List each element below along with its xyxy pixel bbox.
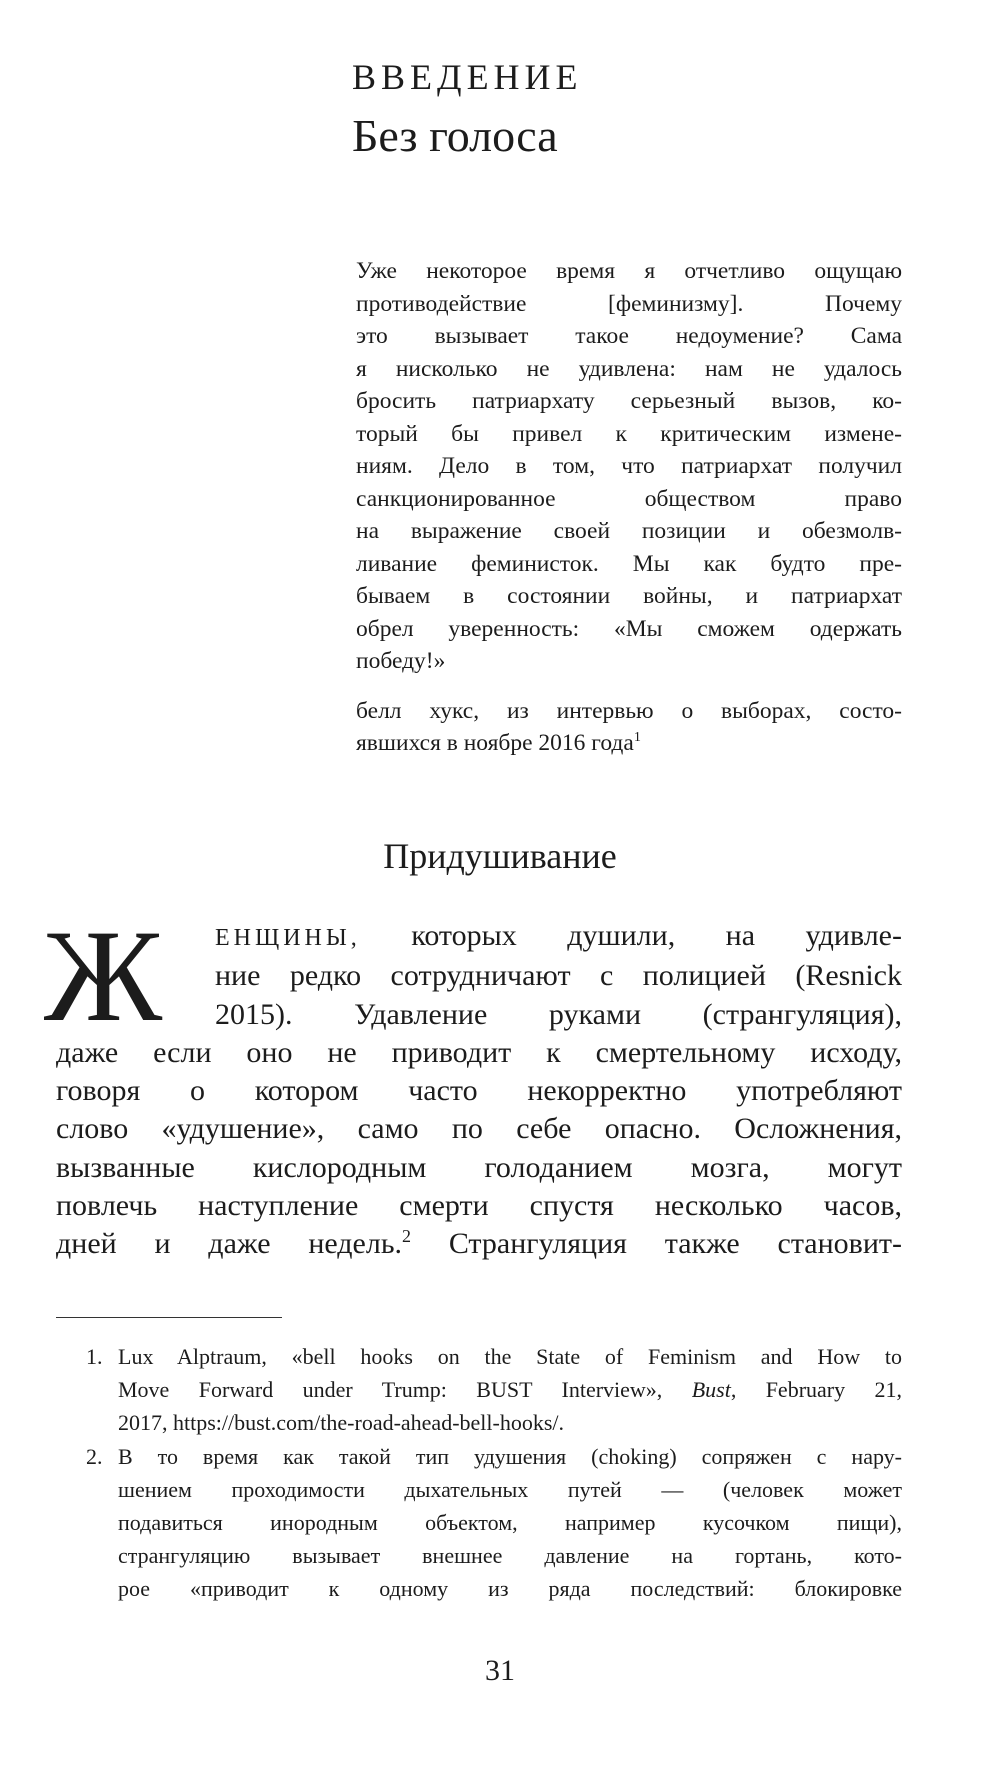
footnote-line: В то время как такой тип удушения (choking) сопряжен с нару- bbox=[118, 1443, 902, 1469]
footnote-line: Lux Alptraum, «bell hooks on the State of Feminism and How to bbox=[118, 1344, 902, 1369]
footnote-line: странгуляцию вызывает внешнее давление на гортань, кото- bbox=[118, 1543, 902, 1569]
footnote bbox=[86, 1440, 902, 1606]
body-line: слово «удушение», само по себе опасно. Осложнения, bbox=[56, 1112, 902, 1146]
body-text: дней и даже недель. bbox=[56, 1227, 403, 1261]
epigraph-line: обрел уверенность: «Мы сможем одержать bbox=[356, 615, 902, 642]
footnote-line bbox=[118, 1373, 902, 1406]
body-line bbox=[215, 917, 902, 957]
body-text: Странгуляция также становит- bbox=[411, 1227, 902, 1261]
attribution-line bbox=[356, 727, 902, 760]
footnote-text: , February 21, bbox=[730, 1377, 902, 1403]
body-line: даже если оно не приводит к смертельному исходу, bbox=[56, 1035, 902, 1069]
footnote-line: подавиться инородным объектом, например кусочком пищи), bbox=[118, 1510, 902, 1536]
footnote-line: рое «приводит к одному из ряда последствий: блокировке bbox=[118, 1576, 902, 1602]
epigraph-line: ниям. Дело в том, что патриархат получил bbox=[356, 453, 902, 479]
epigraph-line: бросить патриархату серьезный вызов, ко- bbox=[356, 388, 902, 414]
chapter-title: Без голоса bbox=[352, 110, 558, 161]
epigraph-line: санкционированное обществом право bbox=[356, 485, 902, 512]
footnote-divider bbox=[56, 1317, 282, 1318]
body-paragraph bbox=[44, 902, 902, 1264]
drop-cap: Ж bbox=[44, 902, 163, 1049]
epigraph-line: бываем в состоянии войны, и патриархат bbox=[356, 583, 902, 609]
chapter-label: ВВЕДЕНИЕ bbox=[352, 57, 583, 97]
smallcaps-lead: ЕНЩИНЫ, bbox=[215, 925, 361, 951]
footnote-ref[interactable]: 1 bbox=[633, 729, 641, 746]
footnotes bbox=[86, 1340, 902, 1606]
body-line bbox=[56, 1225, 902, 1263]
attribution-text: явшихся в ноябре 2016 года bbox=[356, 730, 634, 756]
body-line: вызванные кислородным голоданием мозга, могут bbox=[56, 1150, 902, 1184]
epigraph-line: противодействие [феминизму]. Почему bbox=[356, 290, 902, 317]
epigraph-line: на выражение своей позиции и обезмолв- bbox=[356, 518, 902, 544]
epigraph bbox=[356, 255, 902, 760]
epigraph-attribution bbox=[356, 695, 902, 760]
body-line: 2015). Удавление руками (странгуляция), bbox=[215, 997, 902, 1031]
epigraph-line: победу!» bbox=[356, 648, 446, 674]
footnote-text: Move Forward under Trump: BUST Interview», bbox=[118, 1377, 692, 1403]
page-number: 31 bbox=[485, 1654, 515, 1687]
journal-title: Bust bbox=[691, 1377, 731, 1403]
epigraph-line: я нисколько не удивлена: нам не удалось bbox=[356, 355, 902, 382]
epigraph-line: торый бы привел к критическим измене- bbox=[356, 420, 902, 447]
footnote-number: 2. bbox=[86, 1443, 103, 1469]
attribution-line: белл хукс, из интервью о выборах, состо- bbox=[356, 697, 902, 724]
body-line: повлечь наступление смерти спустя несколько часов, bbox=[56, 1189, 902, 1223]
body-line: ние редко сотрудничают с полицией (Resnick bbox=[215, 959, 902, 993]
epigraph-line: это вызывает такое недоумение? Сама bbox=[356, 323, 902, 349]
body-line: говоря о котором часто некорректно употребляют bbox=[56, 1074, 902, 1108]
footnote-number: 1. bbox=[86, 1344, 103, 1369]
epigraph-line: ливание феминисток. Мы как будто пре- bbox=[356, 550, 902, 577]
footnote-link-line[interactable]: 2017, https://bust.com/the-road-ahead-bell-hooks/. bbox=[118, 1410, 565, 1436]
section-heading: Придушивание bbox=[383, 836, 617, 876]
epigraph-line: Уже некоторое время я отчетливо ощущаю bbox=[356, 258, 902, 284]
body-text: которых душили, на удивле- bbox=[411, 919, 902, 952]
footnote bbox=[86, 1340, 902, 1440]
footnote-line: шением проходимости дыхательных путей — (человек может bbox=[118, 1476, 902, 1502]
footnote-ref[interactable]: 2 bbox=[402, 1226, 412, 1247]
